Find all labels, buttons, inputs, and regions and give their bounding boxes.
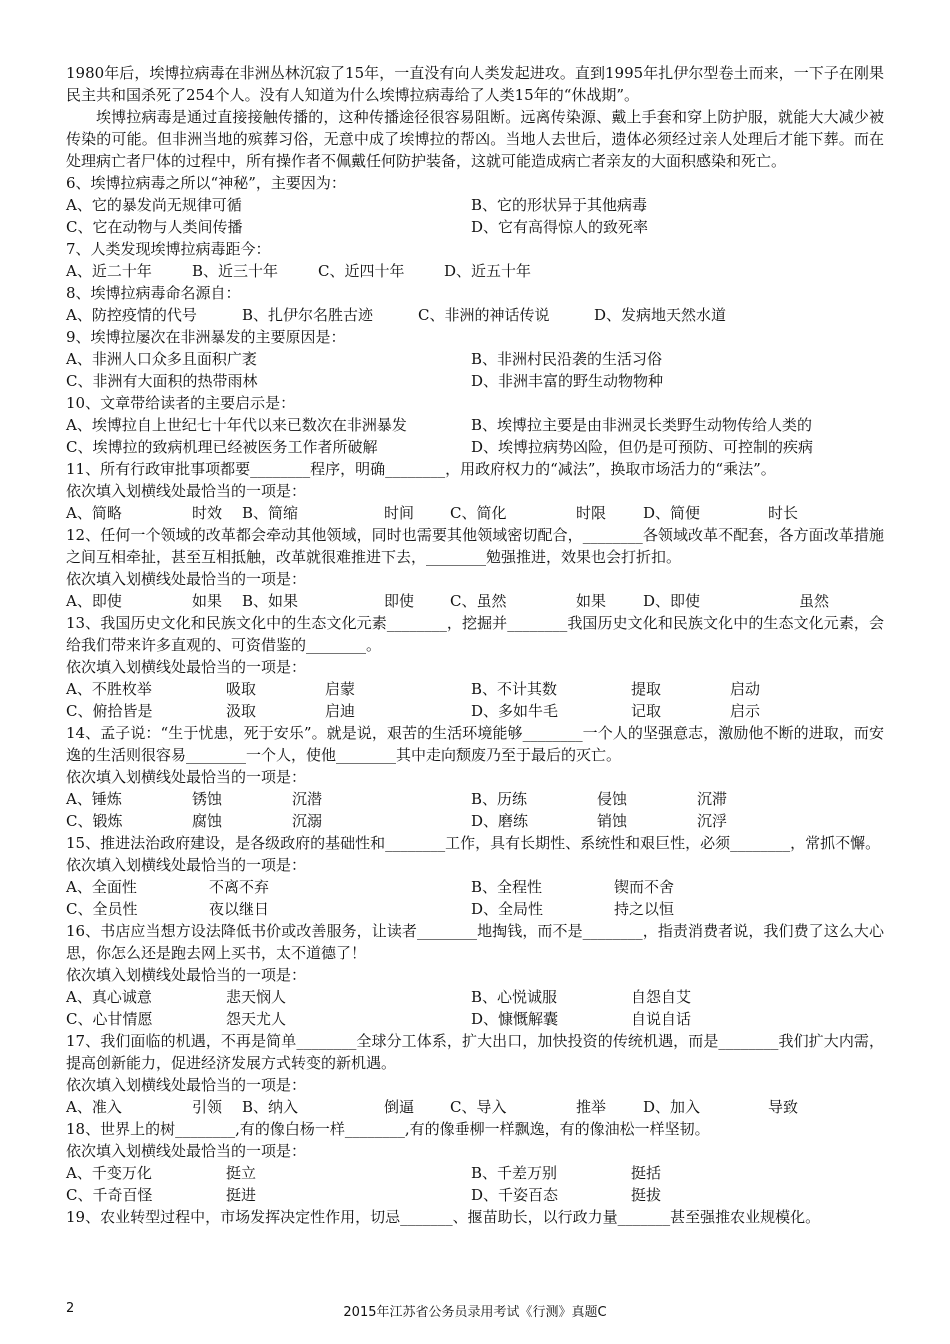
- question-6-stem: 6、埃博拉病毒之所以“神秘”，主要因为：: [66, 174, 346, 192]
- question-18-options-row-1: [66, 1162, 884, 1184]
- option-c[interactable]: C、俯拾皆是: [66, 702, 153, 720]
- question-7-options: [66, 260, 884, 282]
- option-a[interactable]: A、真心诚意: [66, 988, 152, 1006]
- question-15-options-row-2: [66, 898, 884, 920]
- option-c-word-2: 夜以继日: [209, 900, 270, 918]
- option-a-word-3: 启蒙: [325, 680, 356, 698]
- option-c[interactable]: C、近四十年: [318, 262, 405, 280]
- option-d-word-2: 记取: [631, 702, 662, 720]
- option-c-word-2: 怨天尤人: [226, 1010, 287, 1028]
- option-c[interactable]: C、它在动物与人类间传播: [66, 218, 243, 236]
- question-14-options-row-1: [66, 788, 884, 810]
- question-15-options-row-1: [66, 876, 884, 898]
- question-8-stem: 8、埃博拉病毒命名源自：: [66, 284, 241, 302]
- option-b[interactable]: B、非洲村民沿袭的生活习俗: [471, 350, 663, 368]
- question-16-stem: 16、书店应当想方设法降低书价或改善服务，让读者________地掏钱，而不是________，指责消费者说，我们费了这么大心思，你怎么还是跑去网上买书，太不道德了！: [66, 922, 884, 962]
- option-c-word-2: 挺进: [226, 1186, 257, 1204]
- question-6-options-row-1: [66, 194, 884, 216]
- option-a[interactable]: A、近二十年: [66, 262, 152, 280]
- option-c-word-3: 沉溺: [292, 812, 323, 830]
- question-6-options-row-2: [66, 216, 884, 238]
- option-c[interactable]: C、全员性: [66, 900, 138, 918]
- option-d-word-2: 虽然: [799, 592, 830, 610]
- question-13-options-row-1: [66, 678, 884, 700]
- option-d-word-2: 销蚀: [597, 812, 628, 830]
- option-b[interactable]: B、千差万别: [471, 1164, 558, 1182]
- question-15-stem: 15、推进法治政府建设，是各级政府的基础性和________工作，具有长期性、系统性和艰巨性，必须________，常抓不懈。: [66, 834, 881, 852]
- fill-prompt: 依次填入划横线处最恰当的一项是：: [66, 658, 307, 676]
- option-a-word-2: 不离不弃: [209, 878, 270, 896]
- question-7-stem: 7、人类发现埃博拉病毒距今：: [66, 240, 271, 258]
- fill-prompt: 依次填入划横线处最恰当的一项是：: [66, 768, 307, 786]
- option-a[interactable]: A、锤炼: [66, 790, 122, 808]
- option-d[interactable]: D、它有高得惊人的致死率: [471, 218, 649, 236]
- option-b-word-2: 自怨自艾: [631, 988, 692, 1006]
- option-a[interactable]: A、埃博拉自上世纪七十年代以来已数次在非洲暴发: [66, 416, 407, 434]
- option-c[interactable]: C、导入: [450, 1098, 507, 1116]
- option-b[interactable]: B、全程性: [471, 878, 543, 896]
- option-d[interactable]: D、即使: [643, 592, 701, 610]
- option-a[interactable]: A、千变万化: [66, 1164, 152, 1182]
- option-b[interactable]: B、埃博拉主要是由非洲灵长类野生动物传给人类的: [471, 416, 813, 434]
- option-b[interactable]: B、心悦诚服: [471, 988, 558, 1006]
- option-c[interactable]: C、虽然: [450, 592, 507, 610]
- option-d[interactable]: D、近五十年: [444, 262, 532, 280]
- question-10-options-row-1: [66, 414, 884, 436]
- fill-prompt: 依次填入划横线处最恰当的一项是：: [66, 1076, 307, 1094]
- option-a-word-2: 引领: [192, 1098, 223, 1116]
- option-b[interactable]: B、它的形状异于其他病毒: [471, 196, 648, 214]
- option-b-word-3: 启动: [730, 680, 761, 698]
- option-b[interactable]: B、近三十年: [192, 262, 279, 280]
- option-a[interactable]: A、全面性: [66, 878, 137, 896]
- option-b[interactable]: B、不计其数: [471, 680, 558, 698]
- question-9-stem: 9、埃博拉屡次在非洲暴发的主要原因是：: [66, 328, 346, 346]
- option-d-word-3: 沉浮: [697, 812, 728, 830]
- question-11-options: [66, 502, 884, 524]
- question-18-stem: 18、世界上的树________,有的像白杨一样________,有的像垂柳一样飘逸，有的像油松一样坚韧。: [66, 1120, 710, 1138]
- question-8-options: [66, 304, 884, 326]
- question-9-options-row-2: [66, 370, 884, 392]
- option-d[interactable]: D、发病地天然水道: [594, 306, 727, 324]
- option-d-word-2: 挺拔: [631, 1186, 662, 1204]
- option-a-word-2: 如果: [192, 592, 223, 610]
- exam-page: [66, 62, 884, 1228]
- option-d[interactable]: D、加入: [643, 1098, 701, 1116]
- fill-prompt: 依次填入划横线处最恰当的一项是：: [66, 1142, 307, 1160]
- option-b-word-2: 提取: [631, 680, 662, 698]
- option-b[interactable]: B、纳入: [242, 1098, 299, 1116]
- option-c[interactable]: C、非洲有大面积的热带雨林: [66, 372, 258, 390]
- option-c[interactable]: C、埃博拉的致病机理已经被医务工作者所破解: [66, 438, 378, 456]
- option-d[interactable]: D、慷慨解囊: [471, 1010, 559, 1028]
- option-c[interactable]: C、非洲的神话传说: [418, 306, 550, 324]
- option-b-word-2: 时间: [384, 504, 415, 522]
- question-10-options-row-2: [66, 436, 884, 458]
- option-c-word-2: 推举: [576, 1098, 607, 1116]
- option-c[interactable]: C、锻炼: [66, 812, 123, 830]
- option-c-word-2: 如果: [576, 592, 607, 610]
- option-d[interactable]: D、多如牛毛: [471, 702, 559, 720]
- question-14-stem: 14、孟子说：“生于忧患，死于安乐”。就是说，艰苦的生活环境能够________一个人的坚强意志，激励他不断的进取，而安逸的生活则很容易________一个人，使他________其中走向颓废乃至于最后的灭亡。: [66, 724, 884, 764]
- option-d-word-2: 导致: [768, 1098, 799, 1116]
- option-a[interactable]: A、准入: [66, 1098, 122, 1116]
- option-b[interactable]: B、扎伊尔名胜古迹: [242, 306, 374, 324]
- option-c[interactable]: C、心甘情愿: [66, 1010, 153, 1028]
- option-d[interactable]: D、全局性: [471, 900, 544, 918]
- option-c-word-2: 腐蚀: [192, 812, 223, 830]
- question-12-options: [66, 590, 884, 612]
- option-d[interactable]: D、千姿百态: [471, 1186, 559, 1204]
- fill-prompt: 依次填入划横线处最恰当的一项是：: [66, 856, 307, 874]
- footer-title: 2015年江苏省公务员录用考试《行测》真题C: [343, 1305, 607, 1320]
- passage-paragraph-1: 1980年后，埃博拉病毒在非洲丛林沉寂了15年，一直没有向人类发起进攻。直到1995年扎伊尔型卷土而来，一下子在刚果民主共和国杀死了254个人。没有人知道为什么埃博拉病毒给了人类15年的“休战期”。: [66, 64, 884, 104]
- question-12-stem: 12、任何一个领域的改革都会牵动其他领域，同时也需要其他领域密切配合，________各领域改革不配套，各方面改革措施之间互相牵扯，甚至互相抵触，改革就很难推进下去，________勉强推进，效果也会打折扣。: [66, 526, 884, 566]
- option-b-word-2: 侵蚀: [597, 790, 628, 808]
- question-16-options-row-2: [66, 1008, 884, 1030]
- question-14-options-row-2: [66, 810, 884, 832]
- option-b-word-2: 挺括: [631, 1164, 662, 1182]
- passage-paragraph-2: 埃博拉病毒是通过直接接触传播的，这种传播途径很容易阻断。远离传染源、戴上手套和穿上防护服，就能大大减少被传染的可能。但非洲当地的殡葬习俗，无意中成了埃博拉的帮凶。当地人去世后，遗体必须经过亲人处理后才能下葬。而在处理病亡者尸体的过程中，所有操作者不佩戴任何防护装备，这就可能造成病亡者亲友的大面积感染和死亡。: [66, 108, 884, 170]
- option-a[interactable]: A、非洲人口众多且面积广袤: [66, 350, 257, 368]
- option-a-word-2: 锈蚀: [192, 790, 223, 808]
- option-b-word-2: 即使: [384, 592, 415, 610]
- option-c[interactable]: C、千奇百怪: [66, 1186, 153, 1204]
- option-d[interactable]: D、简便: [643, 504, 701, 522]
- fill-prompt: 依次填入划横线处最恰当的一项是：: [66, 482, 307, 500]
- option-b[interactable]: B、如果: [242, 592, 299, 610]
- option-a[interactable]: A、不胜枚举: [66, 680, 152, 698]
- option-b-word-2: 锲而不舍: [614, 878, 675, 896]
- question-18-options-row-2: [66, 1184, 884, 1206]
- option-c-word-2: 时限: [576, 504, 607, 522]
- option-c-word-2: 汲取: [226, 702, 257, 720]
- option-d-word-2: 时长: [768, 504, 799, 522]
- option-a-word-3: 沉潜: [292, 790, 323, 808]
- question-16-options-row-1: [66, 986, 884, 1008]
- option-d-word-2: 自说自话: [631, 1010, 692, 1028]
- option-d[interactable]: D、非洲丰富的野生动物物种: [471, 372, 664, 390]
- question-9-options-row-1: [66, 348, 884, 370]
- question-17-options: [66, 1096, 884, 1118]
- option-b-word-2: 倒逼: [384, 1098, 415, 1116]
- fill-prompt: 依次填入划横线处最恰当的一项是：: [66, 966, 307, 984]
- option-b-word-3: 沉滞: [697, 790, 728, 808]
- option-a[interactable]: A、防控疫情的代号: [66, 306, 197, 324]
- option-a-word-2: 吸取: [226, 680, 257, 698]
- question-19-stem: 19、农业转型过程中，市场发挥决定性作用，切忌_______、揠苗助长，以行政力量_______甚至强推农业规模化。: [66, 1208, 821, 1226]
- question-13-stem: 13、我国历史文化和民族文化中的生态文化元素________，挖掘并________我国历史文化和民族文化中的生态文化元素，会给我们带来许多直观的、可资借鉴的________。: [66, 614, 884, 654]
- page-number: 2: [66, 1301, 75, 1316]
- option-a-word-2: 时效: [192, 504, 223, 522]
- option-c-word-3: 启迪: [325, 702, 356, 720]
- question-11-stem: 11、所有行政审批事项都要________程序，明确________，用政府权力的“减法”，换取市场活力的“乘法”。: [66, 460, 776, 478]
- option-a[interactable]: A、它的暴发尚无规律可循: [66, 196, 242, 214]
- option-d[interactable]: D、磨练: [471, 812, 529, 830]
- fill-prompt: 依次填入划横线处最恰当的一项是：: [66, 570, 307, 588]
- question-13-options-row-2: [66, 700, 884, 722]
- option-d[interactable]: D、埃博拉病势凶险，但仍是可预防、可控制的疾病: [471, 438, 814, 456]
- option-c[interactable]: C、简化: [450, 504, 507, 522]
- option-a[interactable]: A、简略: [66, 504, 122, 522]
- question-17-stem: 17、我们面临的机遇，不再是简单________全球分工体系，扩大出口，加快投资的传统机遇，而是________我们扩大内需，提高创新能力，促进经济发展方式转变的新机遇。: [66, 1032, 884, 1072]
- option-a-word-2: 挺立: [226, 1164, 257, 1182]
- option-d-word-2: 持之以恒: [614, 900, 675, 918]
- option-d-word-3: 启示: [730, 702, 761, 720]
- option-b[interactable]: B、简缩: [242, 504, 299, 522]
- option-a[interactable]: A、即使: [66, 592, 122, 610]
- option-a-word-2: 悲天悯人: [226, 988, 287, 1006]
- question-10-stem: 10、文章带给读者的主要启示是：: [66, 394, 296, 412]
- option-b[interactable]: B、历练: [471, 790, 528, 808]
